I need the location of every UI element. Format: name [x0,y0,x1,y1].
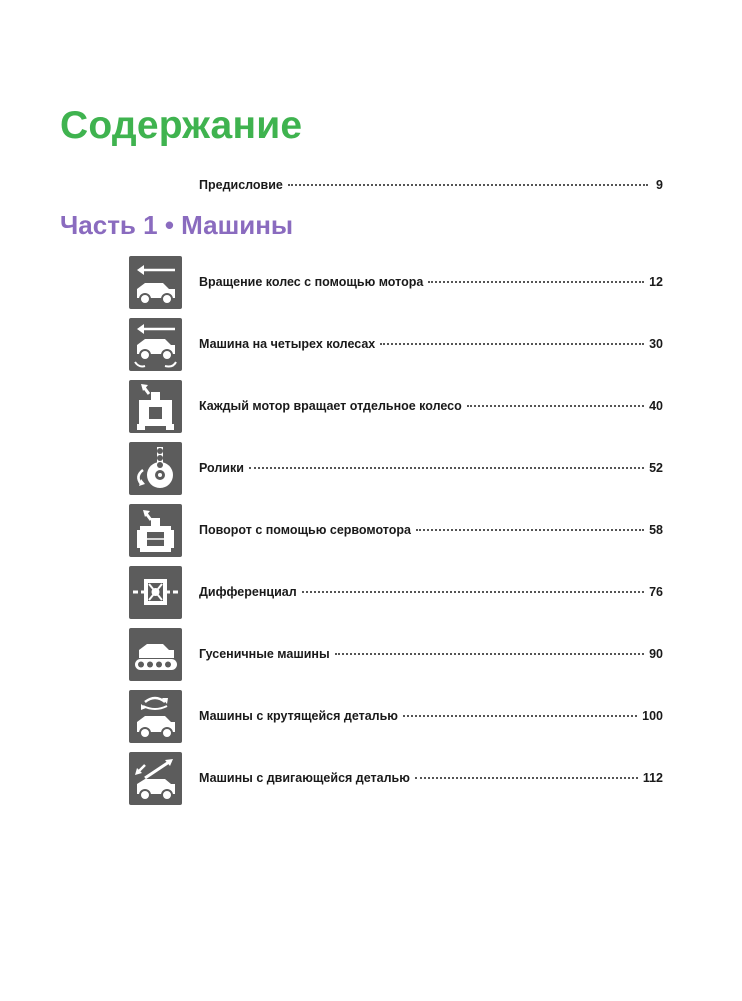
dot-leader [302,591,644,593]
toc-entry[interactable] [199,399,663,413]
toc-entry-label: Машины с двигающейся деталью [199,771,410,785]
toc-entry-label: Вращение колес с помощью мотора [199,275,424,289]
toc-entry-label: Машины с крутящейся деталью [199,709,398,723]
toc-entry[interactable] [199,585,663,599]
toc-entry-label: Поворот с помощью сервомотора [199,523,411,537]
roller-icon [129,442,182,495]
toc-entry[interactable] [199,461,663,475]
dot-leader [416,529,644,531]
dot-leader [288,184,648,186]
toc-entry[interactable] [199,275,663,289]
dot-leader [428,281,644,283]
toc-entry[interactable] [199,771,663,785]
toc-entry[interactable] [199,523,663,537]
toc-entry[interactable] [199,337,663,351]
toc-entry-page: 90 [649,647,663,661]
part-heading: Часть 1 • Машины [60,210,294,240]
differential-icon [129,566,182,619]
dot-leader [415,777,638,779]
toc-entry-page: 58 [649,523,663,537]
dot-leader [467,405,644,407]
toc-entry-page: 12 [649,275,663,289]
toc-entry-label: Машина на четырех колесах [199,337,376,351]
toc-entry-page: 40 [649,399,663,413]
toc-entry-label: Предисловие [199,178,283,192]
car-arrow-left-icon [129,256,182,309]
dot-leader [403,715,637,717]
toc-entry-label: Ролики [199,461,244,475]
page-title: Содержание [60,104,303,147]
toc-entry-label: Гусеничные машины [199,647,330,661]
toc-entry-page: 52 [649,461,663,475]
toc-entry-preface[interactable] [199,178,663,192]
toc-entry-page: 9 [656,178,663,192]
toc-entry-label: Дифференциал [199,585,297,599]
servo-turn-icon [129,504,182,557]
moving-part-car-icon [129,752,182,805]
dot-leader [335,653,644,655]
wheel-motor-icon [129,380,182,433]
toc-entry[interactable] [199,709,663,723]
toc-entry[interactable] [199,647,663,661]
toc-entry-page: 30 [649,337,663,351]
tracked-vehicle-icon [129,628,182,681]
rotating-part-car-icon [129,690,182,743]
four-wheel-car-icon [129,318,182,371]
toc-entry-page: 100 [642,709,663,723]
toc-entry-page: 112 [642,771,663,785]
dot-leader [380,343,644,345]
dot-leader [249,467,644,469]
toc-entry-page: 76 [649,585,663,599]
toc-entry-label: Каждый мотор вращает отдельное колесо [199,399,462,413]
